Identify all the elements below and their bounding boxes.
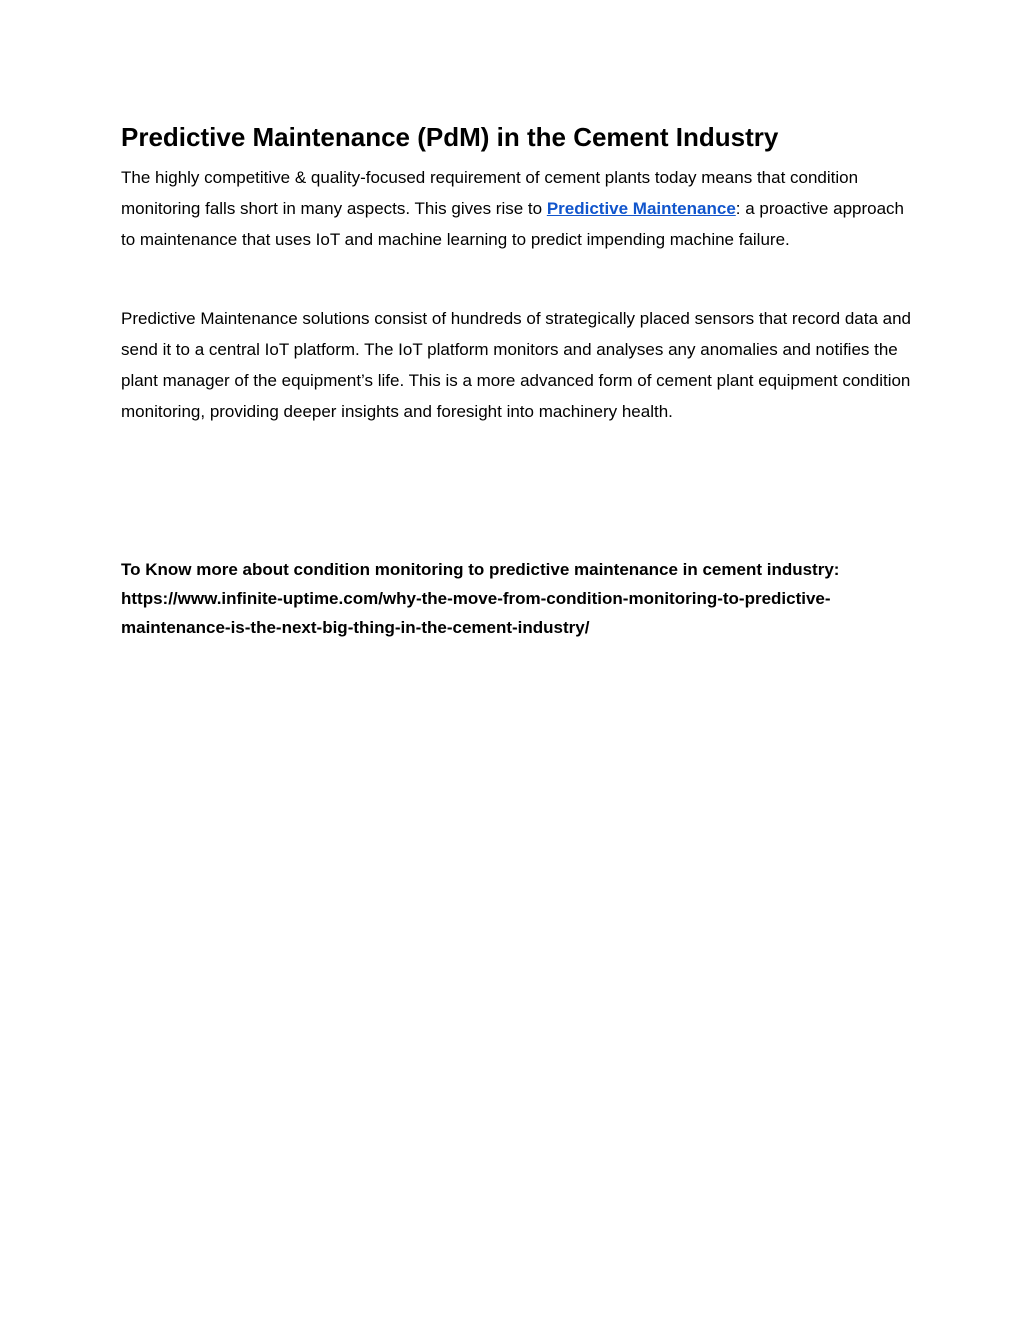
intro-text-after-link: : a proactive approach to maintenance that uses IoT and machine learning to predict impending machine failure. xyxy=(121,199,904,249)
document-page xyxy=(121,118,911,642)
intro-paragraph xyxy=(121,162,911,255)
more-info-url: https://www.infinite-uptime.com/why-the-move-from-condition-monitoring-to-predictive-maintenance-is-the-next-big-thing-in-the-cement-industry/ xyxy=(121,589,831,637)
more-info-heading: To Know more about condition monitoring to predictive maintenance in cement industry: xyxy=(121,560,840,579)
intro-text-before-link: The highly competitive & quality-focused requirement of cement plants today means that condition monitoring falls short in many aspects. This gives rise to xyxy=(121,168,859,218)
document-title: Predictive Maintenance (PdM) in the Cement Industry xyxy=(121,122,779,152)
solutions-paragraph: Predictive Maintenance solutions consist of hundreds of strategically placed sensors that record data and send it to a central IoT platform. The IoT platform monitors and analyses any anomalies and notifies the plant manager of the equipment’s life. This is a more advanced form of cement plant equipment condition monitoring, providing deeper insights and foresight into machinery health. xyxy=(121,309,912,421)
more-info-note xyxy=(121,555,911,642)
predictive-maintenance-link[interactable]: Predictive Maintenance xyxy=(546,199,736,218)
